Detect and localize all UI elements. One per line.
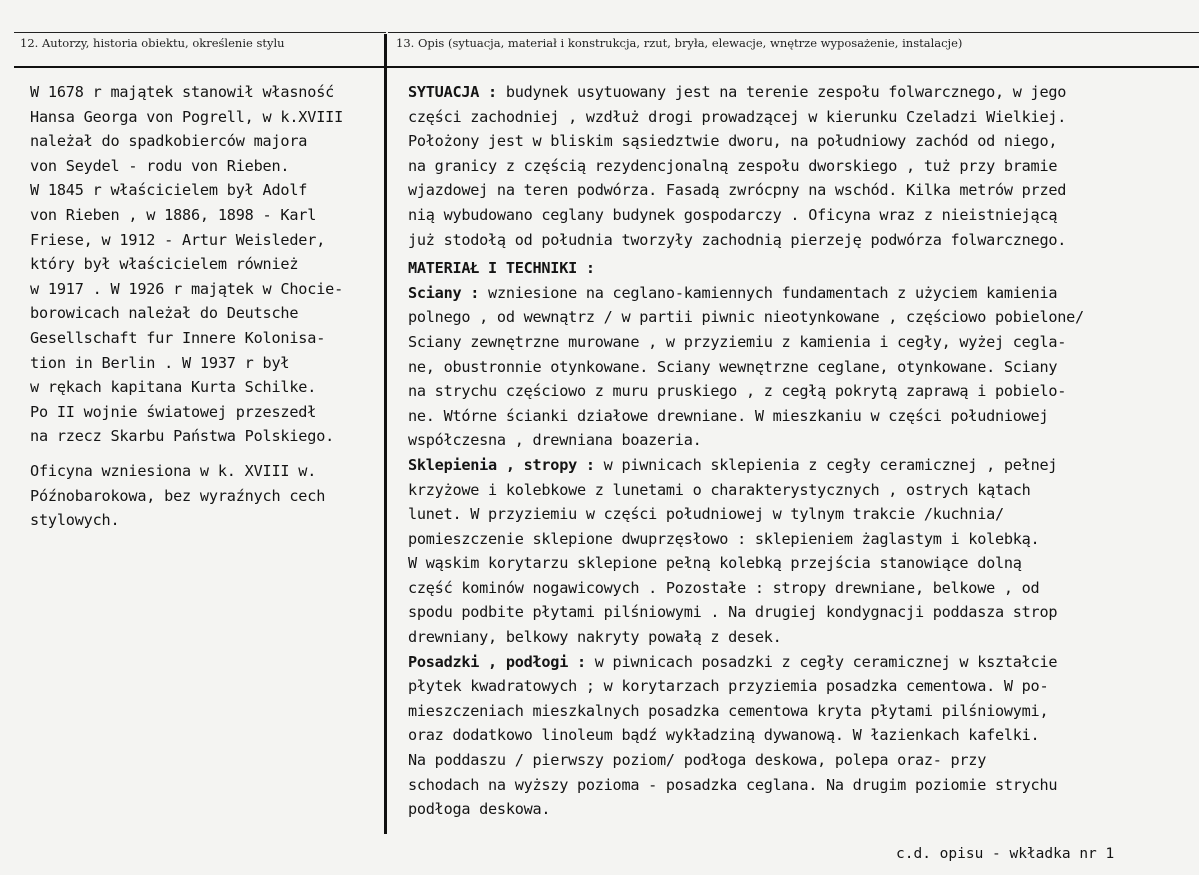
style-line: Oficyna wzniesiona w k. XVIII w. (30, 461, 317, 480)
sytuacja-label: SYTUACJA : (408, 83, 497, 101)
description-column (408, 80, 1198, 822)
top-border-right (388, 32, 1199, 33)
history-line: von Rieben , w 1886, 1898 - Karl (30, 205, 317, 224)
sklepienia-line: pomieszczenie sklepione dwuprzęsłowo : sklepieniem żaglastym i kolebką. (408, 529, 1040, 548)
style-line: Późnobarokowa, bez wyraźnych cech (30, 486, 326, 505)
sytuacja-line: na granicy z częścią rezydencjonalną zespołu dworskiego , tuż przy bramie (408, 156, 1058, 175)
history-line: borowicach należał do Deutsche (30, 304, 299, 323)
posadzki-line: Na poddaszu / pierwszy poziom/ podłoga deskowa, polepa oraz- przy (408, 751, 987, 770)
section-12-heading: 12. Autorzy, historia obiektu, określenie stylu (20, 36, 285, 50)
sciany-line: ne, obustronnie otynkowane. Sciany wewnętrzne ceglane, otynkowane. Sciany (408, 357, 1058, 376)
history-line: tion in Berlin . W 1937 r był (30, 353, 290, 372)
sytuacja-line: już stodołą od południa tworzyły zachodnią pierzeję podwórza folwarcznego. (408, 230, 1067, 249)
history-line: W 1678 r majątek stanowił własność (30, 83, 335, 101)
posadzki-line: mieszczeniach mieszkalnych posadzka cementowa kryta płytami pilśniowymi, (408, 701, 1049, 720)
sytuacja-line: części zachodniej , wzdłuż drogi prowadzącej w kierunku Czeladzi Wielkiej. (408, 107, 1067, 126)
sciany-label: Sciany : (408, 283, 480, 302)
sciany-line: ne. Wtórne ścianki działowe drewniane. W mieszkaniu w części południowej (408, 406, 1049, 425)
posadzki-line: w piwnicach posadzki z cegły ceramicznej w kształcie (585, 652, 1058, 671)
history-line: należał do spadkobierców majora (30, 132, 308, 151)
posadzki-section (408, 650, 1198, 822)
sklepienia-line: krzyżowe i kolebkowe z lunetami o charakterystycznych , ostrych kątach (408, 480, 1031, 499)
history-line: von Seydel - rodu von Rieben. (30, 156, 290, 175)
posadzki-line: płytek kwadratowych ; w korytarzach przyziemia posadzka cementowa. W po- (408, 677, 1049, 696)
style-paragraph (30, 459, 380, 533)
sytuacja-line: Położony jest w bliskim sąsiedztwie dworu, na południowy zachód od niego, (408, 132, 1058, 151)
posadzki-line: oraz dodatkowo linoleum bądź wykładziną dywanową. W łazienkach kafelki. (408, 726, 1040, 745)
sklepienia-line: część kominów nogawicowych . Pozostałe : stropy drewniane, belkowe , od (408, 578, 1040, 597)
top-border-left (14, 32, 386, 33)
history-line: Friese, w 1912 - Artur Weisleder, (30, 230, 326, 249)
sciany-line: polnego , od wewnątrz / w partii piwnic nieotynkowane , częściowo pobielone/ (408, 308, 1084, 327)
sciany-line: na strychu częściowo z muru pruskiego , z cegłą pokrytą zaprawą i pobielo- (408, 382, 1067, 401)
history-line: w rękach kapitana Kurta Schilke. (30, 378, 317, 397)
continuation-note: c.d. opisu - wkładka nr 1 (896, 846, 1115, 862)
history-paragraph (30, 80, 380, 449)
history-column (30, 80, 380, 533)
sklepienia-line: drewniany, belkowy nakryty powałą z desek. (408, 628, 782, 647)
header-divider (14, 66, 1199, 68)
posadzki-line: podłoga deskowa. (408, 800, 551, 819)
column-divider (384, 34, 387, 834)
sklepienia-section (408, 453, 1198, 650)
history-line: w 1917 . W 1926 r majątek w Chocie- (30, 279, 344, 298)
section-13-heading: 13. Opis (sytuacja, materiał i konstrukcja, rzut, bryła, elewacje, wnętrze wyposażenie, instalacje) (396, 36, 963, 50)
sklepienia-line: W wąskim korytarzu sklepione pełną kolebką przejścia stanowiące dolną (408, 554, 1022, 573)
sciany-line: wzniesione na ceglano-kamiennych fundamentach z użyciem kamienia (479, 283, 1058, 302)
posadzki-line: schodach na wyższy pozioma - posadzka ceglana. Na drugim poziomie strychu (408, 775, 1058, 794)
sytuacja-section (408, 80, 1198, 252)
history-line: Gesellschaft fur Innere Kolonisa- (30, 328, 326, 347)
paragraph-gap (30, 449, 380, 459)
history-line: Hansa Georga von Pogrell, w k.XVIII (30, 107, 344, 126)
sytuacja-line: budynek usytuowany jest na terenie zespołu folwarcznego, w jego (496, 83, 1067, 101)
sytuacja-line: wjazdowej na teren podwórza. Fasadą zwrócpny na wschód. Kilka metrów przed (408, 181, 1067, 200)
sciany-line: Sciany zewnętrzne murowane , w przyziemiu z kamienia i cegły, wyżej cegla- (408, 332, 1067, 351)
history-line: Po II wojnie światowej przeszedł (30, 402, 317, 421)
history-line: W 1845 r właścicielem był Adolf (30, 181, 308, 200)
sklepienia-label: Sklepienia , stropy : (408, 455, 595, 474)
history-line: który był właścicielem również (30, 255, 299, 274)
history-line: na rzecz Skarbu Państwa Polskiego. (30, 427, 335, 446)
material-heading: MATERIAŁ I TECHNIKI : (408, 259, 595, 278)
sytuacja-line: nią wybudowano ceglany budynek gospodarczy . Oficyna wraz z nieistniejącą (408, 205, 1058, 224)
sklepienia-line: spodu podbite płytami pilśniowymi . Na drugiej kondygnacji poddasza strop (408, 603, 1058, 622)
style-line: stylowych. (30, 511, 120, 530)
sklepienia-line: w piwnicach sklepienia z cegły ceramicznej , pełnej (594, 455, 1058, 474)
posadzki-label: Posadzki , podłogi : (408, 652, 586, 671)
sciany-section (408, 281, 1198, 453)
sciany-line: współczesna , drewniana boazeria. (408, 431, 702, 450)
sklepienia-line: lunet. W przyziemiu w części południowej w tylnym trakcie /kuchnia/ (408, 505, 1004, 524)
